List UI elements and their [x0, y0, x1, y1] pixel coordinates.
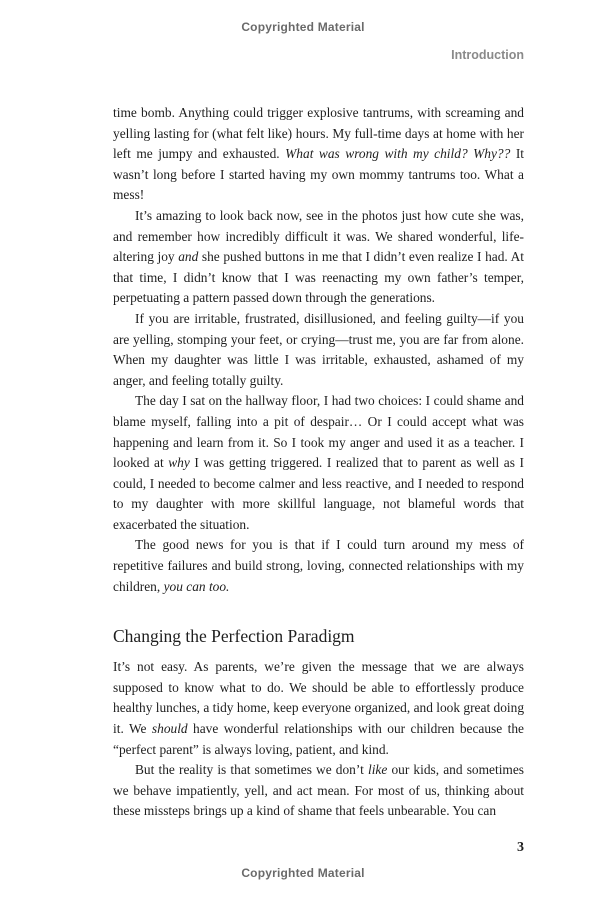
page-number: 3	[517, 840, 524, 855]
paragraph-text: I was getting triggered. I realized that to parent as well as I could, I needed to become calmer and less reactive, and I needed to respond to my daughter with more skillful language, not blameful words that exacerbated the situation.	[113, 455, 524, 532]
paragraph-text: The good news for you is that if I could turn around my mess of repetitive failures and build strong, loving, connected relationships with my children,	[113, 537, 524, 594]
paragraph	[113, 535, 524, 597]
paragraph-text: our kids, and sometimes we behave impatiently, yell, and act mean. For most of us, thinking about these missteps brings up a kind of shame that feels unbearable. You can	[113, 762, 524, 819]
page-body	[113, 103, 524, 822]
paragraph	[113, 760, 524, 822]
paragraph-emphasis: What was wrong with my child? Why??	[285, 146, 511, 162]
paragraph-text: The day I sat on the hallway floor, I had two choices: I could shame and blame myself, falling into a pit of despair… Or I could accept what was happening and learn from it. So I took my anger and used it as a teacher. I looked at	[113, 393, 524, 471]
paragraph-text: But the reality is that sometimes we don’t	[135, 762, 368, 778]
running-head: Introduction	[451, 48, 524, 62]
copyright-watermark-bottom: Copyrighted Material	[241, 866, 365, 880]
paragraph-emphasis: why	[168, 455, 190, 471]
paragraph	[113, 657, 524, 760]
paragraph	[113, 103, 524, 206]
section-heading: Changing the Perfection Paradigm	[113, 626, 355, 647]
paragraph-text: she pushed buttons in me that I didn’t even realize I had. At that time, I didn’t know that I was reenacting my own father’s temper, perpetuating a pattern passed down through the generations.	[113, 249, 524, 306]
paragraph-emphasis: like	[367, 762, 388, 778]
paragraph-text: have wonderful relationships with our children because the “perfect parent” is always loving, patient, and kind.	[113, 721, 524, 757]
paragraph	[113, 206, 524, 309]
paragraph-emphasis: should	[151, 721, 188, 737]
paragraph	[113, 391, 524, 535]
copyright-watermark-top: Copyrighted Material	[241, 20, 365, 34]
paragraph-emphasis: you can too.	[163, 578, 230, 594]
paragraph-text: It’s amazing to look back now, see in the photos just how cute she was, and remember how incredibly difficult it was. We shared wonderful, life-altering joy	[113, 207, 524, 265]
paragraph-text: It’s not easy. As parents, we’re given the message that we are always supposed to know what to do. We should be able to effortlessly produce healthy lunches, a tidy home, keep everyone organized, and look great doing it. We	[113, 659, 525, 737]
paragraph-emphasis: and	[178, 249, 199, 265]
paragraph: If you are irritable, frustrated, disillusioned, and feeling guilty—if you are yelling, stomping your feet, or crying—trust me, you are far from alone. When my daughter was little I was irritable, exhausted, ashamed of my anger, and feeling totally guilty.	[113, 310, 524, 388]
paragraph-text: It wasn’t long before I started having my own mommy tantrums too. What a mess!	[113, 146, 525, 203]
paragraph-text: time bomb. Anything could trigger explosive tantrums, with screaming and yelling lasting for (what felt like) hours. My full-time days at home with her left me jumpy and exhausted.	[113, 105, 524, 162]
